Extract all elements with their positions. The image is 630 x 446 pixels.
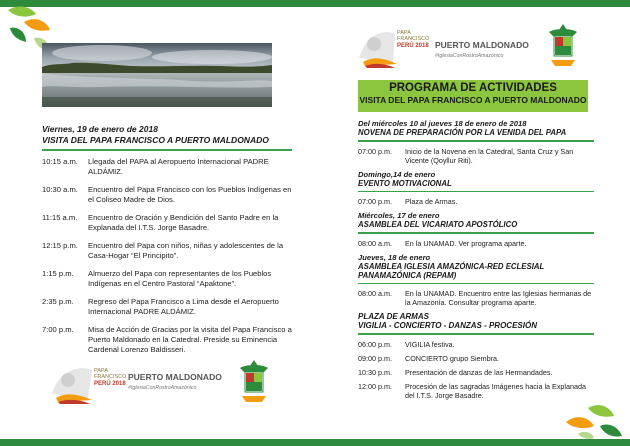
green-divider bbox=[358, 232, 594, 234]
section-date: Jueves, 18 de enero bbox=[358, 252, 431, 262]
event-row bbox=[358, 354, 594, 363]
event-description: Procesión de las sagradas Imágenes hacia la Explanada del I.T.S. Jorge Basadre. bbox=[405, 381, 587, 400]
program-title-box bbox=[358, 80, 588, 112]
logo-text-papa-line3: PERÚ 2018 bbox=[397, 43, 429, 49]
event-time: 08:00 a.m. bbox=[358, 238, 392, 248]
section-heading: EVENTO MOTIVACIONAL bbox=[358, 178, 452, 188]
green-divider bbox=[358, 333, 594, 335]
event-description: Plaza de Armas. bbox=[405, 197, 458, 206]
logos-bottom-left bbox=[48, 358, 283, 408]
event-time: 07:00 p.m. bbox=[358, 146, 392, 156]
event-time: 08:00 a.m. bbox=[358, 289, 392, 298]
event-description: Almuerzo del Papa con representantes de los Pueblos Indígenas en el Centro Pastoral “Apaktone”. bbox=[88, 268, 272, 288]
event-row bbox=[358, 239, 594, 248]
program-section bbox=[358, 170, 594, 207]
event-row bbox=[358, 147, 594, 165]
event-description: Encuentro del Papa Francisco con los Pueblos Indígenas en el Coliseo Madre de Dios. bbox=[88, 184, 292, 204]
section-heading: NOVENA DE PREPARACIÓN POR LA VENIDA DEL PAPA bbox=[358, 128, 567, 137]
event-row bbox=[358, 289, 594, 307]
event-description: En la UNAMAD. Encuentro entre las Iglesias hermanas de la Amazonía. Consultar programa aparte. bbox=[405, 289, 592, 307]
visit-event-list bbox=[42, 157, 292, 355]
right-schedule-column bbox=[358, 119, 594, 405]
logo-text-papa-line2: FRANCISCO bbox=[397, 36, 430, 42]
river-landscape-photo bbox=[42, 43, 272, 107]
papa-francisco-peru-logo bbox=[52, 368, 127, 404]
vicariate-coat-of-arms-icon bbox=[240, 360, 268, 402]
logo-text-papa-line1: PAPA bbox=[397, 30, 411, 36]
section-heading-line1: PLAZA DE ARMAS bbox=[358, 312, 429, 321]
event-time: 12:00 p.m. bbox=[358, 381, 392, 391]
event-row bbox=[358, 340, 594, 349]
event-row bbox=[42, 213, 292, 233]
event-time: 10:30 p.m. bbox=[358, 367, 392, 377]
bottom-green-bar bbox=[0, 439, 630, 446]
puerto-maldonado-logo bbox=[128, 372, 222, 391]
event-row bbox=[42, 241, 292, 261]
event-time: 09:00 p.m. bbox=[358, 353, 392, 363]
green-divider bbox=[358, 191, 594, 193]
event-time: 7:00 p.m. bbox=[42, 324, 74, 334]
green-divider bbox=[358, 140, 594, 142]
event-row bbox=[358, 382, 594, 400]
event-description: Encuentro del Papa con niños, niñas y adolescentes de la Casa-Hogar “El Principito”. bbox=[88, 240, 284, 260]
event-time: 07:00 p.m. bbox=[358, 197, 392, 206]
event-row bbox=[358, 368, 594, 377]
vicariate-coat-of-arms-icon bbox=[549, 24, 577, 66]
event-description: Encuentro de Oración y Bendición del Santo Padre en la Explanada del I.T.S. Jorge Basadre. bbox=[88, 212, 279, 232]
event-row bbox=[42, 297, 292, 317]
event-description: Misa de Acción de Gracias por la visita del Papa Francisco a Puerto Maldonado en la Catedral. Preside su Eminencia Cardenal Lorenzo Baldisseri. bbox=[88, 324, 292, 354]
left-schedule-column bbox=[42, 124, 292, 363]
green-divider bbox=[42, 149, 292, 151]
logo-text-papa-line1: PAPA bbox=[94, 368, 108, 374]
section-heading: VIGILIA - CONCIERTO - DANZAS - PROCESIÓN bbox=[358, 321, 537, 330]
event-row bbox=[42, 269, 292, 289]
event-row bbox=[42, 157, 292, 177]
leaves-decoration-bottom-right bbox=[560, 398, 628, 442]
section-heading: ASAMBLEA DEL VICARIATO APOSTÓLICO bbox=[358, 220, 518, 229]
program-section bbox=[358, 312, 594, 400]
visit-date: Viernes, 19 de enero de 2018 bbox=[42, 124, 158, 134]
event-row bbox=[42, 185, 292, 205]
event-description: En la UNAMAD. Ver programa aparte. bbox=[405, 238, 527, 248]
event-time: 1:15 p.m. bbox=[42, 268, 74, 278]
event-description: VIGILIA festiva. bbox=[405, 339, 455, 349]
logo-text-hashtag: #IglesiaConRostroAmazónico bbox=[435, 53, 504, 59]
visit-heading: VISITA DEL PAPA FRANCISCO A PUERTO MALDONADO bbox=[42, 135, 269, 145]
green-divider bbox=[358, 283, 594, 285]
papa-francisco-peru-logo bbox=[359, 30, 430, 68]
logo-text-papa-line2: FRANCISCO bbox=[94, 374, 127, 380]
program-section bbox=[358, 119, 594, 165]
event-time: 11:15 a.m. bbox=[42, 212, 78, 222]
event-description: Inicio de la Novena en la Catedral, Santa Cruz y San Vicente (Qoyllur Riti). bbox=[405, 146, 574, 165]
logos-top-right bbox=[355, 20, 595, 74]
top-green-bar bbox=[0, 0, 630, 7]
event-description: Presentación de danzas de las Hermandades. bbox=[405, 367, 553, 377]
program-section bbox=[358, 211, 594, 248]
logo-text-papa-line3: PERÚ 2018 bbox=[94, 381, 126, 387]
section-date: Miércoles, 17 de enero bbox=[358, 211, 440, 220]
section-date: Domingo,14 de enero bbox=[358, 169, 436, 179]
logo-text-place: PUERTO MALDONADO bbox=[435, 40, 529, 50]
section-date: Del miércoles 10 al jueves 18 de enero de 2018 bbox=[358, 119, 527, 128]
event-description: Regreso del Papa Francisco a Lima desde el Aeropuerto Internacional PADRE ALDÁMIZ. bbox=[88, 296, 279, 316]
program-title: PROGRAMA DE ACTIVIDADES bbox=[389, 82, 557, 94]
event-time: 12:15 p.m. bbox=[42, 240, 78, 250]
logo-text-hashtag: #IglesiaConRostroAmazónico bbox=[128, 385, 197, 391]
event-row bbox=[42, 325, 292, 355]
event-time: 10:15 a.m. bbox=[42, 156, 78, 166]
program-subtitle: VISITA DEL PAPA FRANCISCO A PUERTO MALDONADO bbox=[359, 95, 587, 105]
event-time: 10:30 a.m. bbox=[42, 184, 78, 194]
section-heading: ASAMBLEA IGLESIA AMAZÓNICA-RED ECLESIAL PANAMAZÓNICA (REPAM) bbox=[358, 261, 545, 280]
event-description: Llegada del PAPA al Aeropuerto Internacional PADRE ALDÁMIZ. bbox=[88, 156, 269, 176]
event-time: 2:35 p.m. bbox=[42, 296, 74, 306]
program-section bbox=[358, 253, 594, 308]
event-time: 06:00 p.m. bbox=[358, 339, 392, 349]
logo-text-place: PUERTO MALDONADO bbox=[128, 372, 222, 382]
puerto-maldonado-logo bbox=[435, 40, 529, 59]
event-description: CONCIERTO grupo Siembra. bbox=[405, 353, 500, 363]
event-row bbox=[358, 197, 594, 206]
